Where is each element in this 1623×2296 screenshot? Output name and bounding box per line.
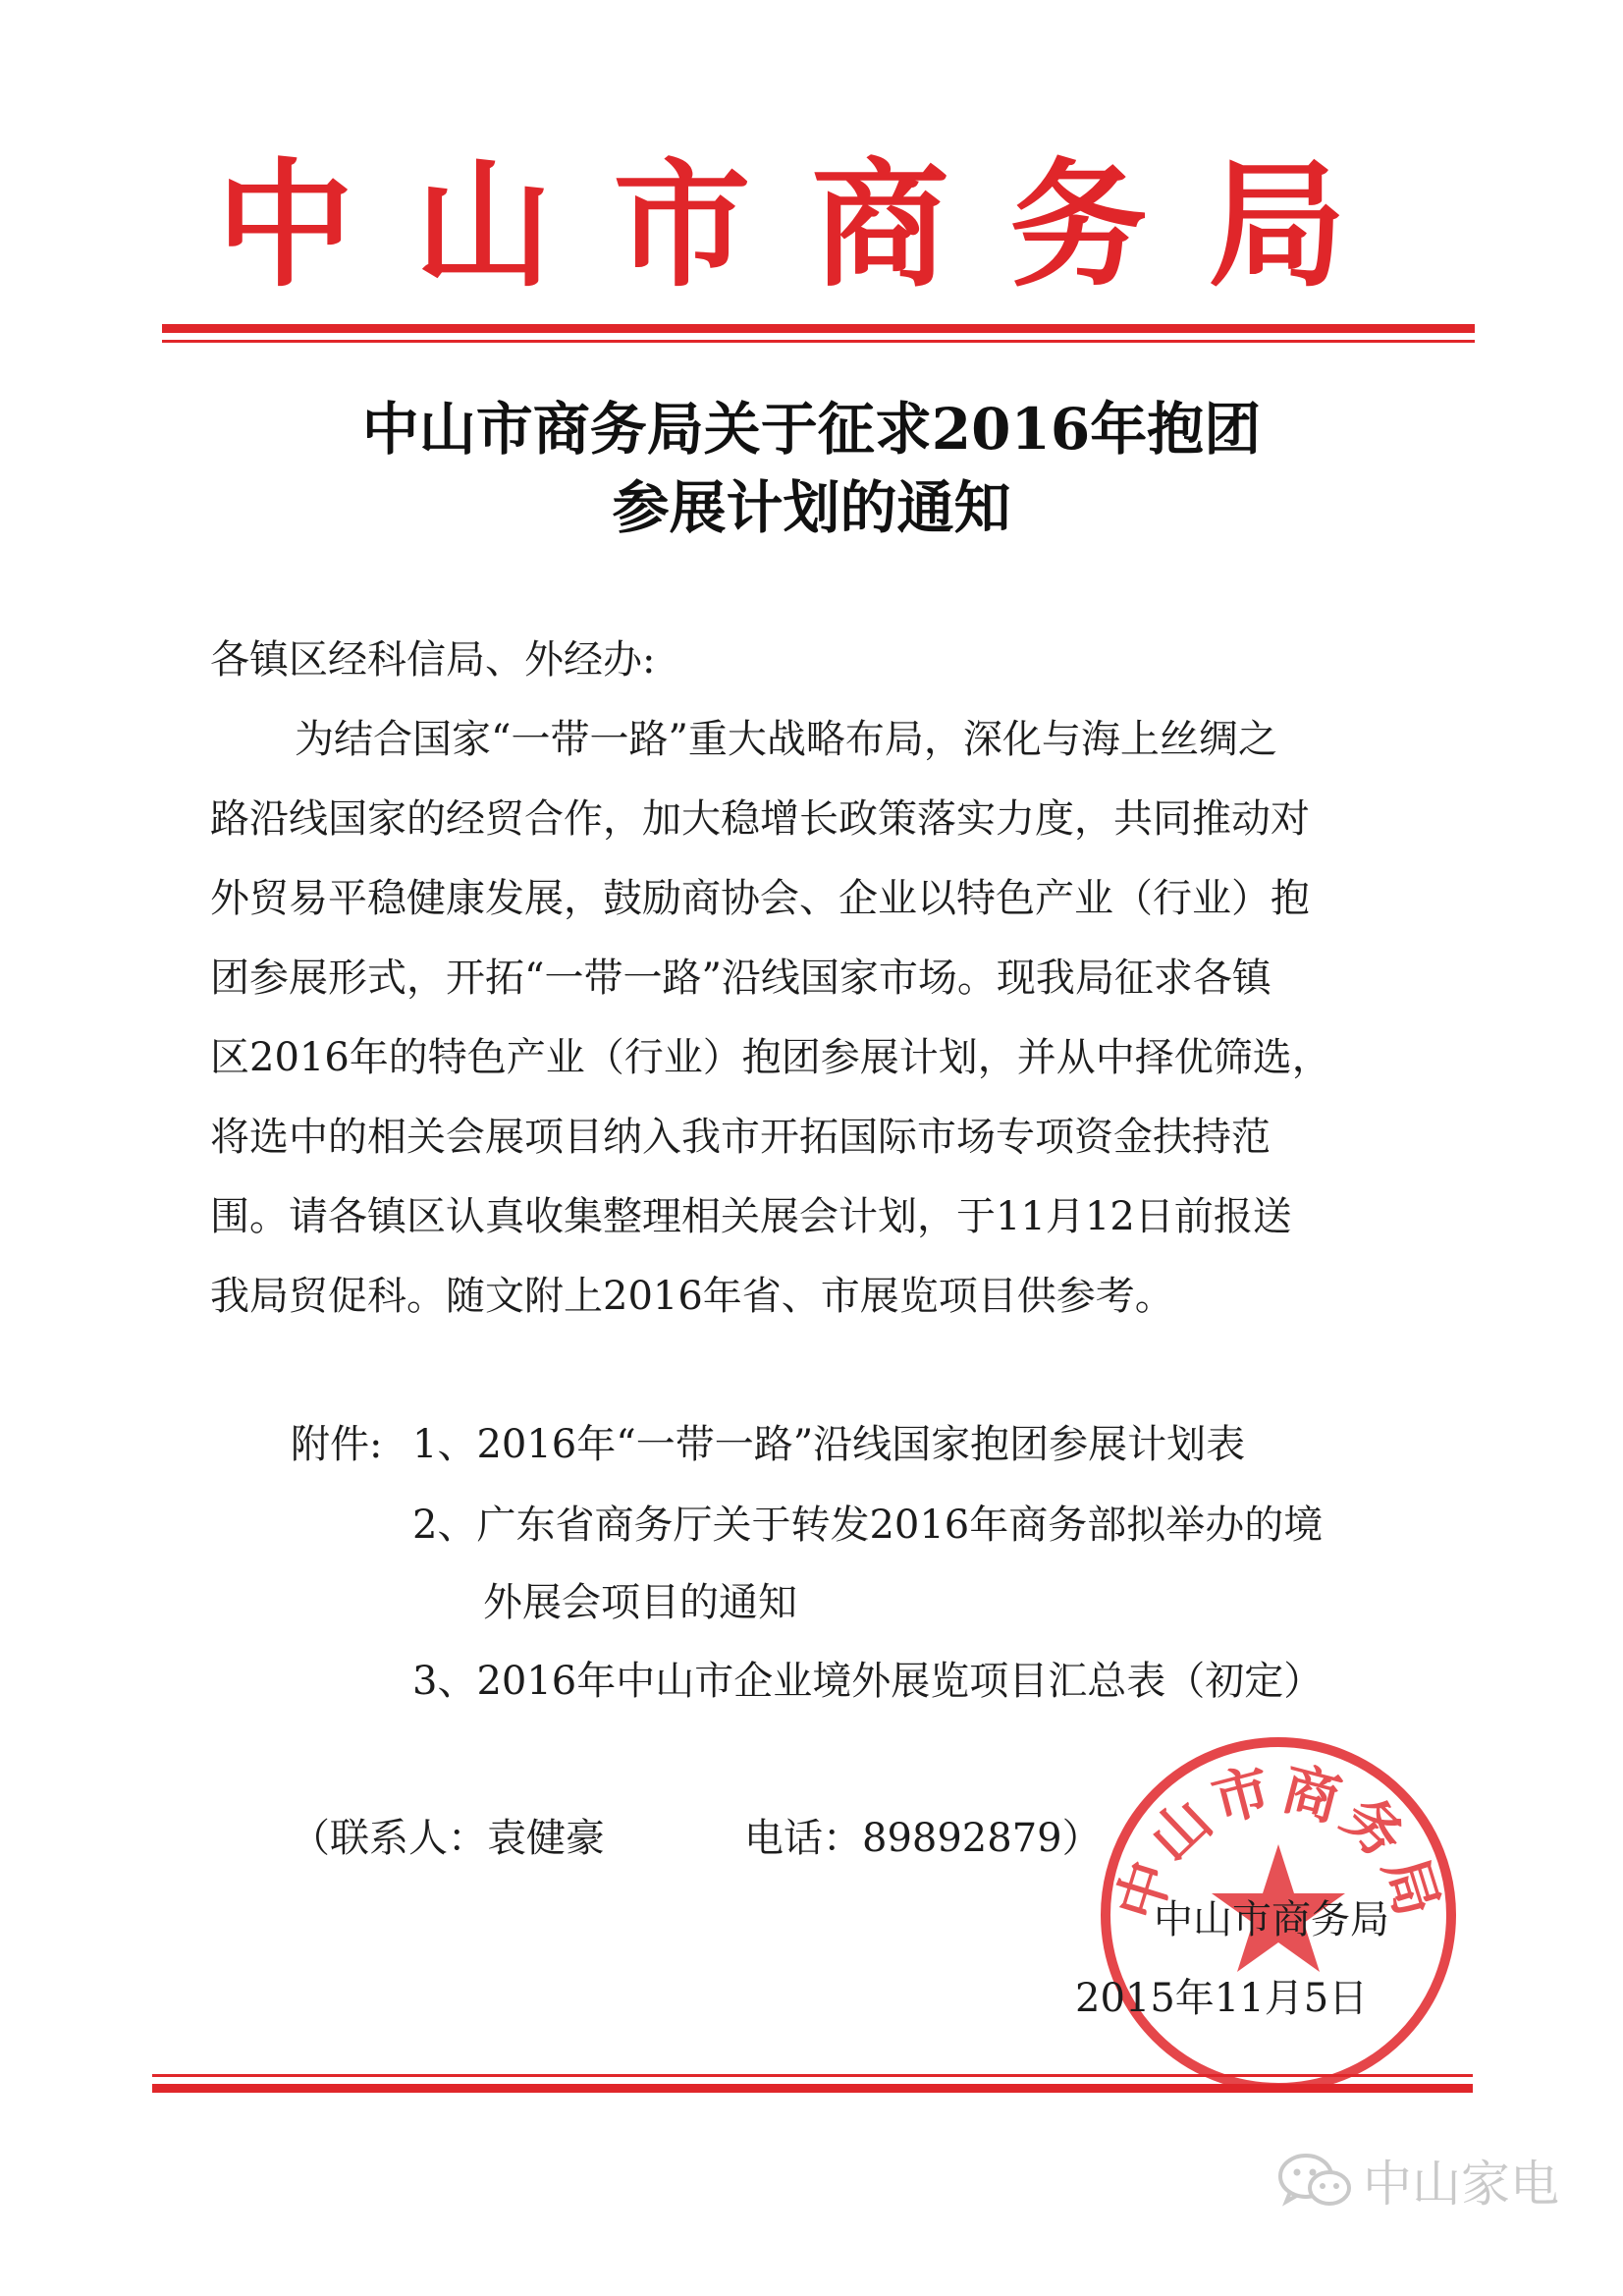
- seal-text: 中山市商务局: [1104, 1754, 1453, 1928]
- footer-rule-thin: [152, 2074, 1473, 2077]
- contact-phone: 电话：89892879）: [744, 1816, 1102, 1861]
- issuer-name: 中山市商务局: [1154, 1897, 1389, 1942]
- header-rule-thick: [162, 324, 1475, 333]
- body-line: 围。请各镇区认真收集整理相关展会计划，于11月12日前报送: [210, 1194, 1292, 1239]
- header-rule-thin: [162, 340, 1475, 343]
- footer-rule-thick: [152, 2084, 1473, 2093]
- body-line: 路沿线国家的经贸合作，加大稳增长政策落实力度，共同推动对: [210, 796, 1310, 842]
- wechat-icon: [1276, 2151, 1353, 2210]
- attachment-item: 1、2016年“一带一路”沿线国家抱团参展计划表: [412, 1422, 1246, 1467]
- watermark-text: 中山家电: [1363, 2156, 1559, 2213]
- issue-date: 2015年11月5日: [1075, 1976, 1369, 2021]
- salutation: 各镇区经科信局、外经办:: [210, 637, 656, 683]
- agency-letterhead: 中山市商务局: [216, 145, 1407, 306]
- document-title-line-1: 中山市商务局关于征求2016年抱团: [361, 396, 1262, 463]
- contact-person: （联系人：袁健豪: [291, 1816, 605, 1861]
- body-line: 将选中的相关会展项目纳入我市开拓国际市场专项资金扶持范: [210, 1115, 1271, 1160]
- attachment-item: 2、广东省商务厅关于转发2016年商务部拟举办的境: [412, 1503, 1324, 1548]
- body-line: 区2016年的特色产业（行业）抱团参展计划，并从中择优筛选，: [210, 1035, 1331, 1080]
- body-line: 团参展形式，开拓“一带一路”沿线国家市场。现我局征求各镇: [210, 956, 1271, 1001]
- document-title-line-2: 参展计划的通知: [612, 474, 1011, 541]
- body-line: 外贸易平稳健康发展，鼓励商协会、企业以特色产业（行业）抱: [210, 876, 1310, 921]
- attachment-item: 3、2016年中山市企业境外展览项目汇总表（初定）: [412, 1659, 1324, 1704]
- attachment-item: 外展会项目的通知: [483, 1580, 797, 1625]
- watermark: [1276, 2146, 1559, 2214]
- body-line: 为结合国家“一带一路”重大战略布局，深化与海上丝绸之: [295, 717, 1277, 762]
- attachments-label: 附件:: [291, 1422, 383, 1467]
- body-line: 我局贸促科。随文附上2016年省、市展览项目供参考。: [210, 1274, 1174, 1319]
